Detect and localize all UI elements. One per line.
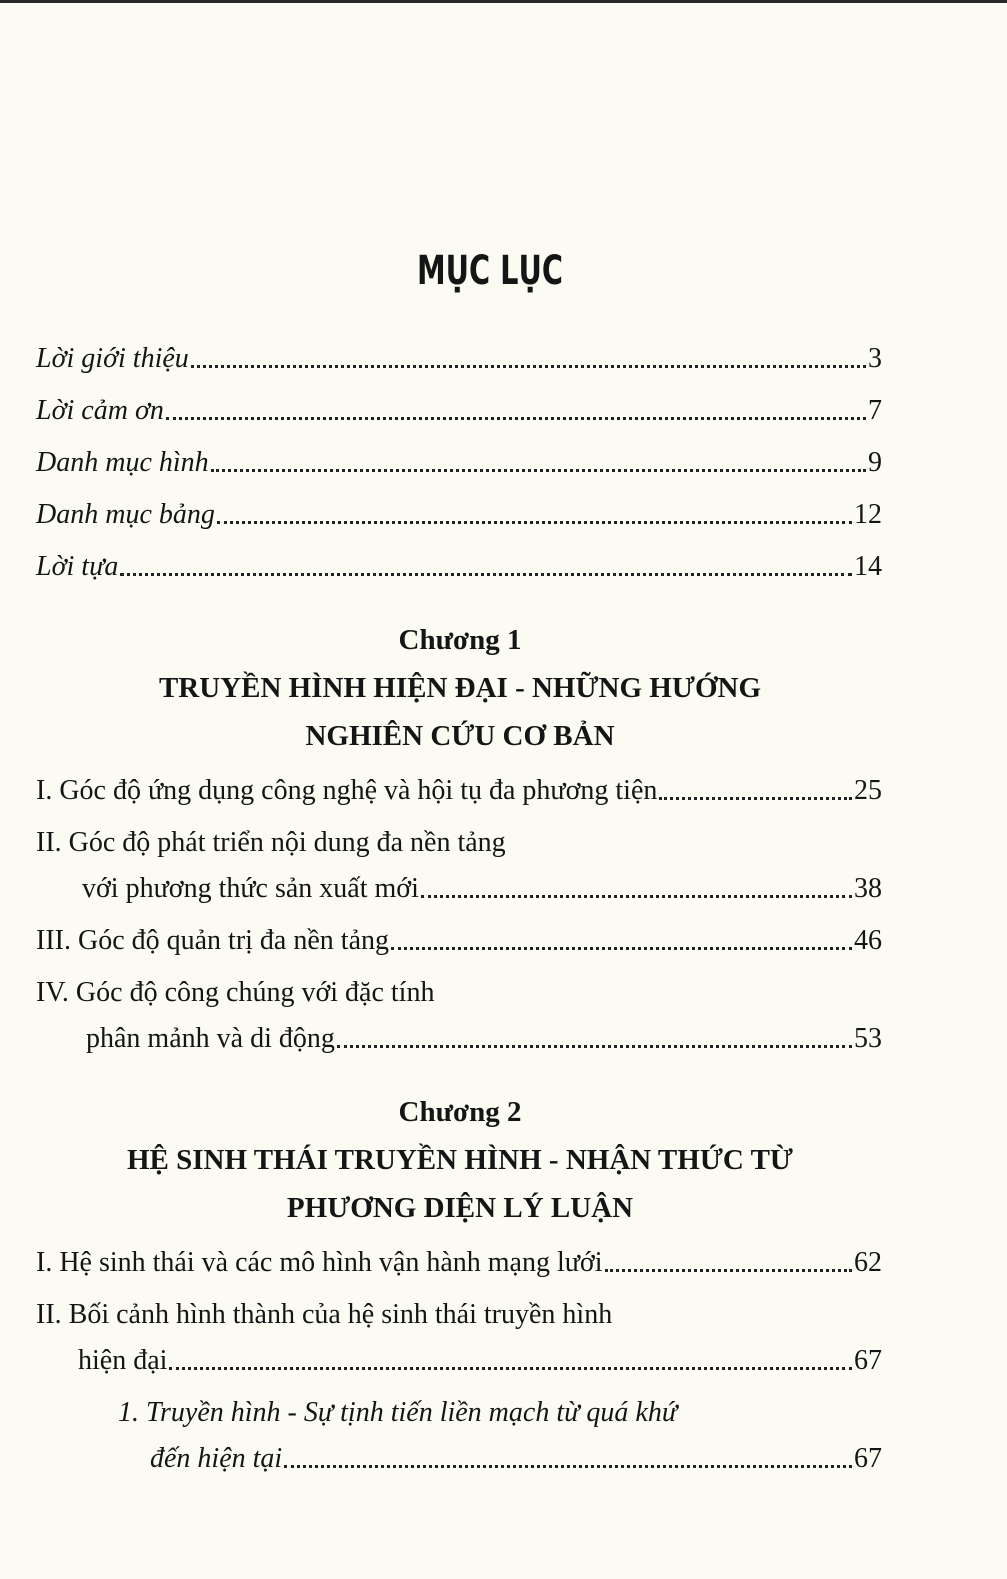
dot-leader <box>169 1366 852 1370</box>
toc-entry-label: Lời cảm ơn <box>36 395 164 426</box>
chapter-1-number: Chương 1 <box>398 624 522 656</box>
chapter-1-title-line2: NGHIÊN CỨU CƠ BẢN <box>305 720 615 752</box>
toc-section-label: với phương thức sản xuất mới <box>82 873 419 904</box>
toc-section-label: đến hiện tại <box>150 1443 283 1474</box>
toc-section-c1-3[interactable] <box>36 924 882 958</box>
toc-section-c1-2-line1[interactable]: II. Góc độ phát triển nội dung đa nền tảng <box>36 827 506 858</box>
toc-entry-page: 3 <box>868 343 882 374</box>
toc-section-c2-1[interactable] <box>36 1246 882 1280</box>
toc-entry-loi-tua[interactable] <box>36 550 882 584</box>
page-top-edge <box>0 0 1007 3</box>
dot-leader <box>191 364 866 368</box>
dot-leader <box>120 572 852 576</box>
chapter-2-title-line1: HỆ SINH THÁI TRUYỀN HÌNH - NHẬN THỨC TỪ <box>126 1144 794 1176</box>
toc-section-c2-2-line1[interactable]: II. Bối cảnh hình thành của hệ sinh thái truyền hình <box>36 1299 613 1330</box>
toc-section-label: hiện đại <box>78 1345 168 1376</box>
toc-entry-danh-muc-bang[interactable] <box>36 498 882 532</box>
dot-leader <box>217 520 852 524</box>
toc-section-c1-1[interactable] <box>36 774 882 808</box>
dot-leader <box>166 416 866 420</box>
toc-section-label: III. Góc độ quản trị đa nền tảng <box>36 925 389 956</box>
toc-section-c1-2[interactable] <box>82 872 882 906</box>
toc-section-label: phân mảnh và di động <box>86 1023 335 1054</box>
toc-section-page: 38 <box>854 873 882 904</box>
toc-subsection-c2-2-1-line1[interactable]: 1. Truyền hình - Sự tịnh tiến liền mạch từ quá khứ <box>118 1397 678 1428</box>
dot-leader <box>421 894 852 898</box>
toc-entry-label: Danh mục bảng <box>36 499 215 530</box>
chapter-1-title-line1: TRUYỀN HÌNH HIỆN ĐẠI - NHỮNG HƯỚNG <box>158 672 762 704</box>
toc-section-c1-4[interactable] <box>86 1022 882 1056</box>
toc-section-c2-2[interactable] <box>78 1344 882 1378</box>
toc-section-label: I. Góc độ ứng dụng công nghệ và hội tụ đa phương tiện <box>36 775 658 806</box>
toc-section-page: 46 <box>854 925 882 956</box>
dot-leader <box>211 468 866 472</box>
chapter-2-title-line2: PHƯƠNG DIỆN LÝ LUẬN <box>286 1192 634 1224</box>
toc-section-page: 67 <box>854 1345 882 1376</box>
toc-entry-danh-muc-hinh[interactable] <box>36 446 882 480</box>
toc-section-label: I. Hệ sinh thái và các mô hình vận hành mạng lưới <box>36 1247 603 1278</box>
toc-entry-gioi-thieu[interactable] <box>36 342 882 376</box>
toc-entry-cam-on[interactable] <box>36 394 882 428</box>
toc-entry-page: 12 <box>854 499 882 530</box>
dot-leader <box>605 1268 852 1272</box>
toc-title: MỤC LỤC <box>416 248 564 294</box>
dot-leader <box>284 1464 852 1468</box>
toc-entry-page: 14 <box>854 551 882 582</box>
toc-section-page: 67 <box>854 1443 882 1474</box>
toc-entry-label: Lời giới thiệu <box>36 343 189 374</box>
toc-subsection-c2-2-1[interactable] <box>150 1442 882 1476</box>
toc-entry-page: 9 <box>868 447 882 478</box>
toc-entry-page: 7 <box>868 395 882 426</box>
chapter-2-number: Chương 2 <box>398 1096 522 1128</box>
dot-leader <box>337 1044 852 1048</box>
dot-leader <box>659 796 852 800</box>
toc-entry-label: Danh mục hình <box>36 447 209 478</box>
toc-section-page: 62 <box>854 1247 882 1278</box>
toc-entry-label: Lời tựa <box>36 551 119 582</box>
toc-section-c1-4-line1[interactable]: IV. Góc độ công chúng với đặc tính <box>36 977 435 1008</box>
dot-leader <box>391 946 852 950</box>
toc-section-page: 25 <box>854 775 882 806</box>
toc-section-page: 53 <box>854 1023 882 1054</box>
